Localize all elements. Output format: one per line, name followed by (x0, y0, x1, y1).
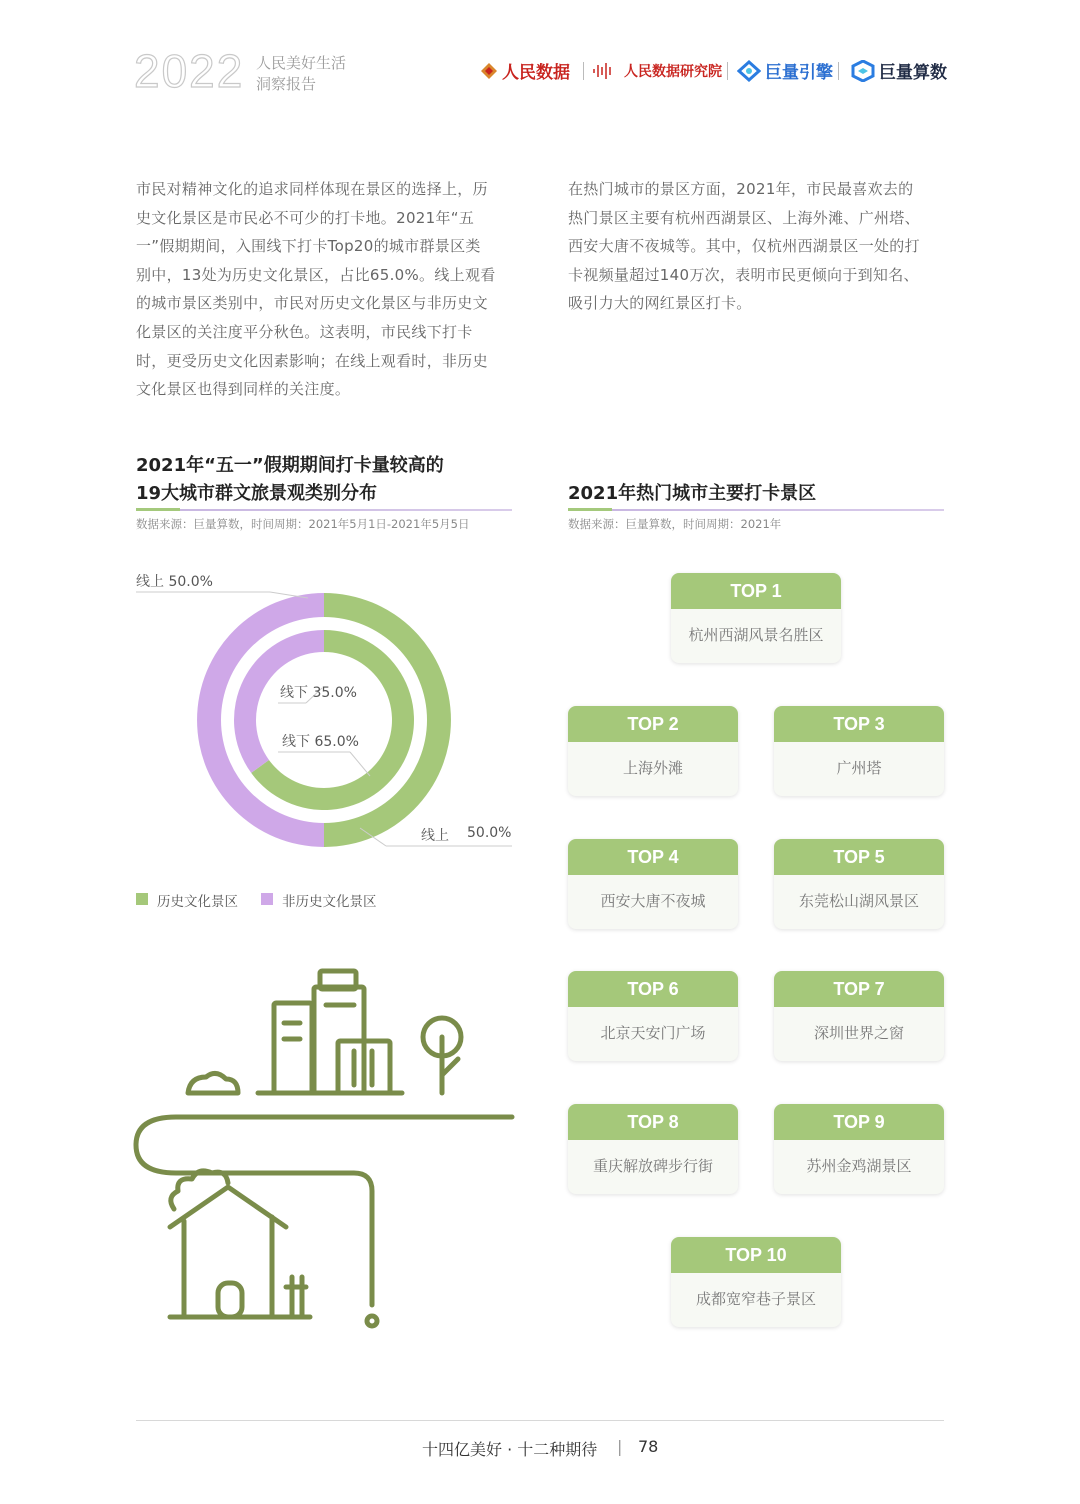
report-title-line2: 洞察报告 (256, 75, 317, 93)
ranking-card-top3 (774, 706, 944, 796)
ranking-card-top7 (774, 971, 944, 1061)
paragraph-line: 别中，13处为历史文化景区，占比65.0%。线上观看 (136, 265, 496, 284)
ranking-card-name: 北京天安门广场 (600, 1024, 706, 1042)
logo-ocean-engine: 巨量引擎 (765, 63, 833, 83)
paragraph-line: 吸引力大的网红景区打卡。 (568, 294, 752, 313)
ocean-arithmetic-logo-icon (851, 60, 875, 82)
ranking-card-rank: TOP 9 (774, 1104, 944, 1140)
paragraph-line: 时，更受历史文化因素影响；在线上观看时，非历史 (136, 351, 488, 370)
ranking-card-name: 西安大唐不夜城 (600, 892, 706, 910)
page-number: 78 (638, 1437, 659, 1456)
paragraph-line: 热门景区主要有杭州西湖景区、上海外滩、广州塔、 (568, 208, 920, 227)
ranking-card-top1 (671, 573, 841, 663)
legend-swatch-history (136, 893, 148, 905)
legend-label-history: 历史文化景区 (157, 894, 238, 910)
ranking-card-rank: TOP 8 (568, 1104, 738, 1140)
paragraph-line: 史文化景区是市民必不可少的打卡地。2021年“五 (136, 208, 475, 227)
ranking-card-rank: TOP 3 (774, 706, 944, 742)
ranking-card-rank: TOP 7 (774, 971, 944, 1007)
ranking-card-name: 重庆解放碑步行街 (592, 1157, 713, 1175)
ranking-card-top9 (774, 1104, 944, 1194)
ranking-card-name: 广州塔 (836, 759, 882, 777)
right-paragraph (568, 175, 946, 318)
label-inner-bottom (282, 731, 359, 751)
ranking-card-name: 深圳世界之窗 (813, 1024, 904, 1042)
donut-slice-outer (324, 593, 451, 847)
logo-divider (583, 62, 584, 80)
ranking-card-rank: TOP 1 (671, 573, 841, 609)
footer-text: 十四亿美好 · 十二种期待 (422, 1440, 598, 1459)
ranking-card-rank: TOP 5 (774, 839, 944, 875)
paragraph-line: 卡视频量超过140万次，表明市民更倾向于到知名、 (568, 265, 919, 284)
logo-divider (838, 62, 839, 80)
paragraph-line: 一”假期期间，入围线下打卡Top20的城市群景区类 (136, 237, 481, 256)
label-inner-bottom-name: 线下 (282, 734, 310, 750)
ranking-card-top5 (774, 839, 944, 929)
ranking-card-top6 (568, 971, 738, 1061)
logo-divider (727, 62, 728, 80)
label-outer-top-name: 线上 (136, 574, 164, 590)
label-inner-top (280, 682, 357, 702)
label-inner-bottom-value: 65.0% (314, 734, 359, 750)
paragraph-line: 在热门城市的景区方面，2021年，市民最喜欢去的 (568, 180, 914, 198)
label-inner-top-name: 线下 (280, 685, 308, 701)
logo-ocean-arithmetic: 巨量算数 (879, 63, 947, 83)
report-year: 2022 (134, 45, 245, 97)
ranking-card-name: 成都宽窄巷子景区 (695, 1290, 816, 1308)
ranking-card-name: 东莞松山湖风景区 (798, 892, 919, 910)
footer-separator: | (617, 1437, 623, 1456)
chart-title-line2: 19大城市群文旅景观类别分布 (136, 483, 378, 504)
ocean-engine-logo-icon (737, 60, 761, 82)
paragraph-line: 市民对精神文化的追求同样体现在景区的选择上，历 (136, 180, 488, 198)
label-outer-bottom-name: 线上 (421, 828, 449, 844)
ranking-card-name: 上海外滩 (622, 759, 683, 777)
people-data-logo-icon (480, 62, 498, 80)
ranking-card-rank: TOP 10 (671, 1237, 841, 1273)
paragraph-line: 文化景区也得到同样的关注度。 (136, 380, 351, 399)
label-outer-bottom-value: 50.0% (467, 825, 512, 841)
section-accent (568, 508, 612, 511)
paragraph-line: 西安大唐不夜城等。其中，仅杭州西湖景区一处的打 (568, 237, 920, 256)
section-accent (136, 508, 180, 511)
leader-line (350, 752, 370, 776)
sound-wave-logo-icon (592, 62, 618, 80)
label-inner-top-value: 35.0% (312, 685, 357, 701)
section-divider (568, 509, 944, 511)
ranking-card-rank: TOP 4 (568, 839, 738, 875)
label-outer-top (136, 571, 213, 591)
ranking-card-top8 (568, 1104, 738, 1194)
label-outer-top-value: 50.0% (168, 574, 213, 590)
footer-divider (136, 1420, 944, 1421)
logo-people-data-institute: 人民数据研究院 (624, 64, 722, 80)
report-title-line1: 人民美好生活 (256, 54, 347, 72)
ranking-title: 2021年热门城市主要打卡景区 (568, 483, 817, 504)
donut-chart (130, 560, 520, 860)
paragraph-line: 化景区的关注度平分秋色。这表明，市民线下打卡 (136, 322, 473, 341)
section-divider (136, 509, 512, 511)
chart-title-line1: 2021年“五一”假期期间打卡量较高的 (136, 455, 444, 476)
logo-people-data: 人民数据 (502, 63, 570, 83)
ranking-card-name: 苏州金鸡湖景区 (806, 1157, 912, 1175)
ranking-card-name: 杭州西湖风景名胜区 (688, 626, 824, 644)
ranking-card-rank: TOP 6 (568, 971, 738, 1007)
legend-swatch-non-history (261, 893, 273, 905)
donut-slice-outer (197, 593, 324, 847)
ranking-card-rank: TOP 2 (568, 706, 738, 742)
left-paragraph (136, 175, 514, 404)
ranking-card-top4 (568, 839, 738, 929)
chart-source: 数据来源：巨量算数，时间周期：2021年5月1日-2021年5月5日 (136, 517, 470, 531)
ranking-card-top10 (671, 1237, 841, 1327)
legend-label-non-history: 非历史文化景区 (282, 894, 377, 910)
paragraph-line: 的城市景区类别中，市民对历史文化景区与非历史文 (136, 294, 488, 313)
ranking-card-top2 (568, 706, 738, 796)
city-illustration (130, 965, 520, 1340)
ranking-source: 数据来源：巨量算数，时间周期：2021年 (568, 517, 782, 531)
